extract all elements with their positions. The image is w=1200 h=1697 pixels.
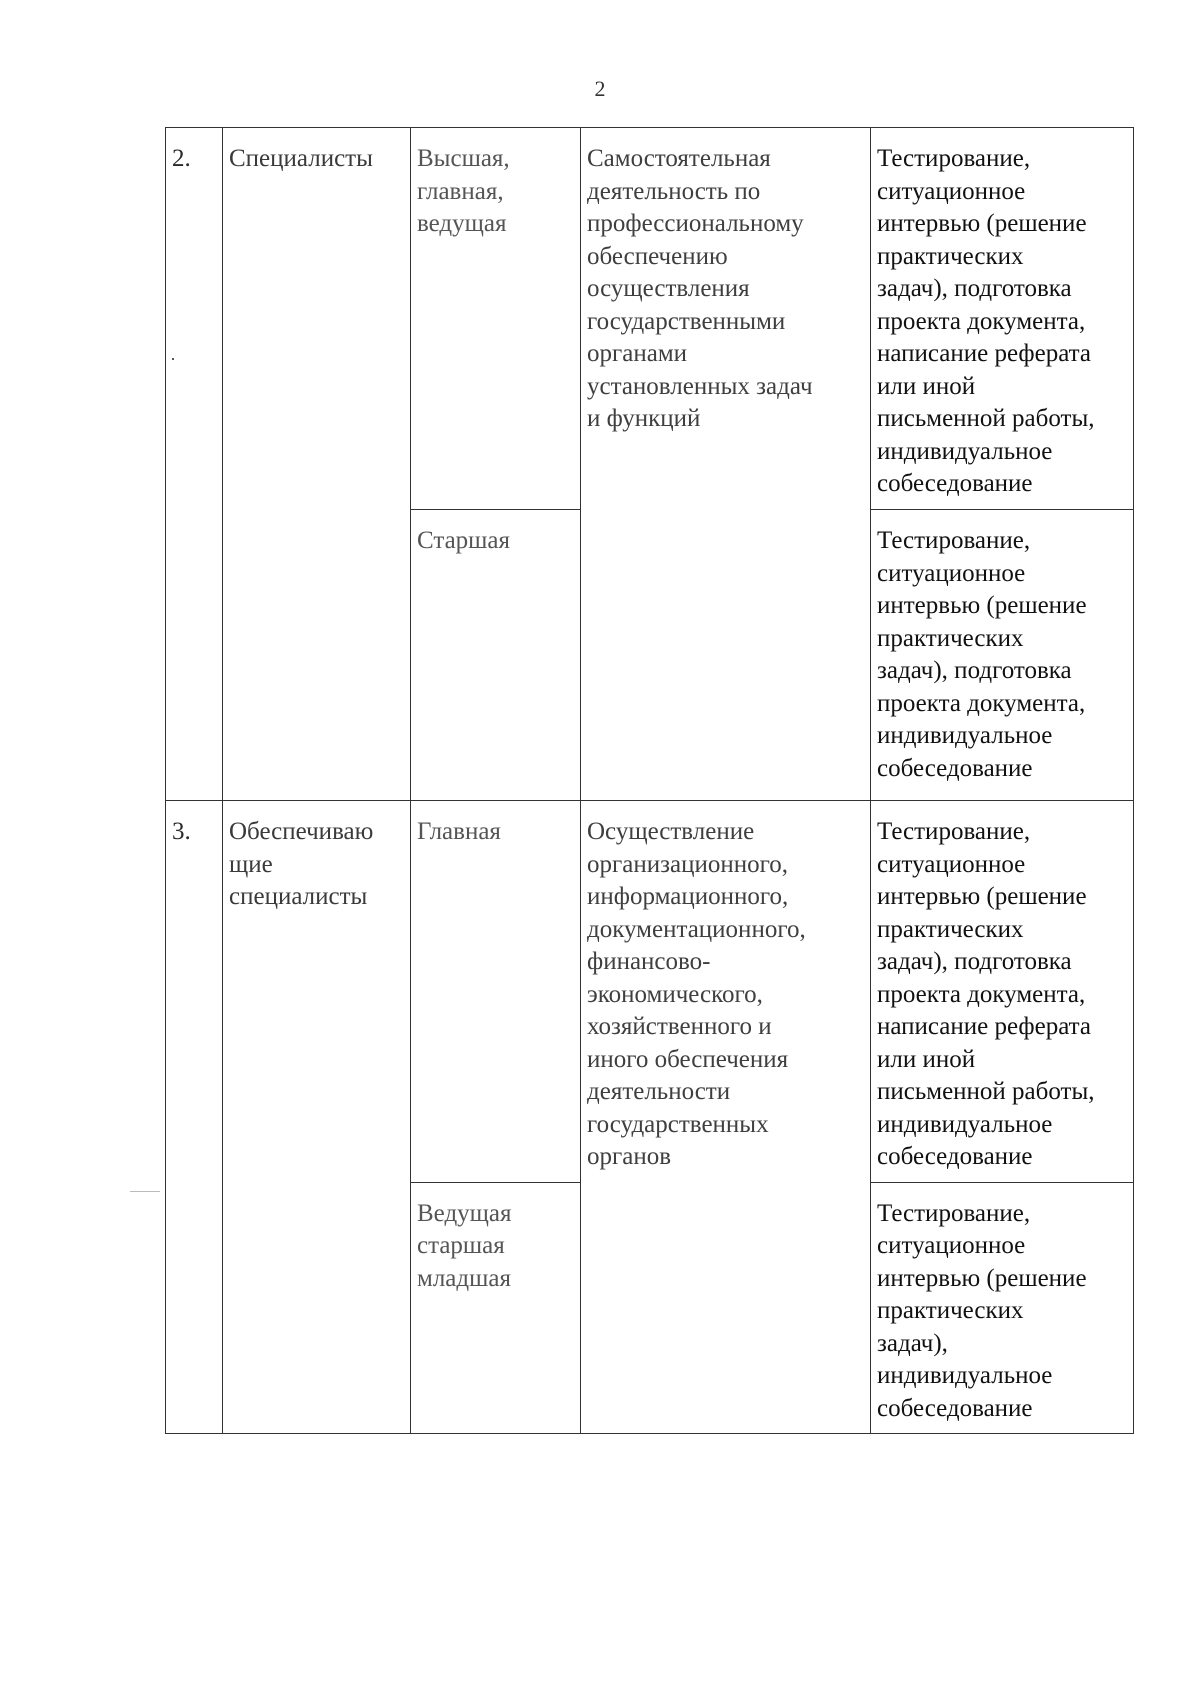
test-methods-cell: [871, 128, 1134, 510]
test-methods-cell: [871, 801, 1134, 1183]
test-methods-text: Тестирование, ситуационное интервью (решение практических задач), подготовка проекта документа, индивидуальное собеседование: [877, 527, 1087, 782]
page-number: 2: [594, 76, 606, 101]
description-cell: [581, 128, 871, 801]
test-methods-text: Тестирование, ситуационное интервью (решение практических задач), подготовка проекта документа, написание реферата или иной письменной работы, индивидуальное собеседование: [877, 145, 1095, 497]
test-methods-cell: [871, 1182, 1134, 1434]
row-number: 2.: [172, 145, 191, 172]
category-cell: [411, 801, 581, 1183]
category-cell: [411, 128, 581, 510]
scan-speck: [172, 358, 174, 360]
category-name: Высшая, главная, ведущая: [417, 145, 510, 237]
row-number-cell: [166, 801, 223, 1434]
test-methods-text: Тестирование, ситуационное интервью (решение практических задач), индивидуальное собеседование: [877, 1199, 1087, 1422]
group-cell: [223, 801, 411, 1434]
row-number-cell: [166, 128, 223, 801]
category-cell: [411, 1182, 581, 1434]
table-row: [166, 801, 1134, 1183]
category-name: Ведущая старшая младшая: [417, 1199, 512, 1292]
scan-artifact-line: [130, 1191, 160, 1192]
test-methods-cell: [871, 510, 1134, 801]
group-cell: [223, 128, 411, 801]
description-text: Самостоятельная деятельность по профессиональному обеспечению осуществления государственными органами установленных задач и функций: [587, 145, 813, 432]
category-name: Старшая: [417, 527, 511, 554]
description-text: Осуществление организационного, информационного, документационного, финансово- экономического, хозяйственного и иного обеспечения деятельности государственных органов: [587, 818, 806, 1170]
test-methods-text: Тестирование, ситуационное интервью (решение практических задач), подготовка проекта документа, написание реферата или иной письменной работы, индивидуальное собеседование: [877, 818, 1095, 1170]
group-name: Специалисты: [229, 145, 373, 172]
category-name: Главная: [417, 818, 501, 845]
category-cell: [411, 510, 581, 801]
table-row: [166, 128, 1134, 510]
requirements-table: [165, 127, 1134, 1434]
description-cell: [581, 801, 871, 1434]
group-name: Обеспечиваю щие специалисты: [229, 818, 374, 910]
row-number: 3.: [172, 818, 191, 845]
